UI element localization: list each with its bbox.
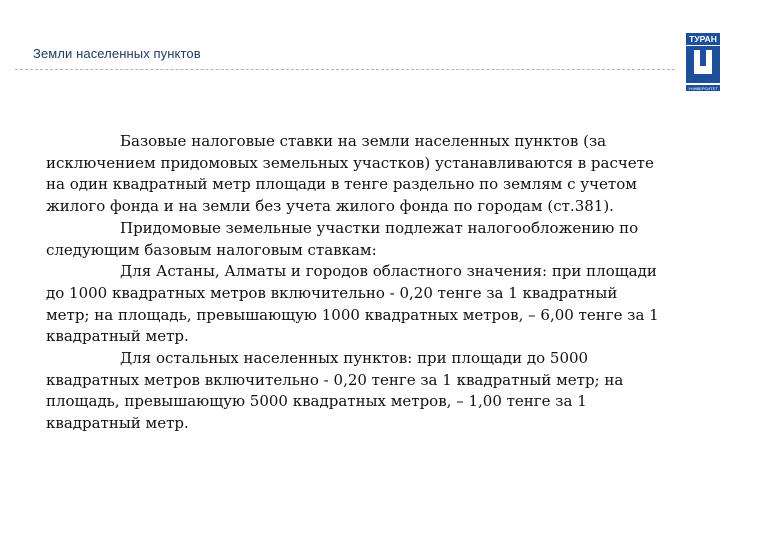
text-line: Базовые налоговые ставки на земли населенных пунктов (за: [120, 132, 607, 150]
logo-top-text: ТУРАН: [689, 34, 717, 44]
text-line: жилого фонда и на земли без учета жилого фонда по городам (ст.381).: [46, 197, 614, 216]
text-line: Для остальных населенных пунктов: при площади до 5000: [120, 349, 589, 368]
paragraph-astana-almaty: [46, 261, 746, 348]
paragraph-other-settlements: [46, 348, 746, 435]
turan-university-logo: [685, 31, 721, 93]
text-line: на один квадратный метр площади в тенге раздельно по землям с учетом: [46, 175, 637, 194]
text-line: квадратный метр.: [46, 414, 189, 433]
slide-title: Земли населенных пунктов: [33, 46, 201, 61]
text-line: квадратных метров включительно - 0,20 тенге за 1 квадратный метр; на: [46, 370, 624, 389]
logo-main-block: [686, 46, 720, 83]
logo-bottom-text: УНИВЕРСИТЕТ: [688, 86, 718, 91]
text-line: квадратный метр.: [46, 327, 189, 346]
text-line: следующим базовым налоговым ставкам:: [46, 240, 377, 259]
slide-body: [46, 131, 746, 435]
paragraph-household-plots: [46, 218, 746, 261]
text-line: площадь, превышающую 5000 квадратных метров, – 1,00 тенге за 1: [46, 392, 587, 411]
header-divider: [15, 69, 675, 70]
text-line: исключением придомовых земельных участков) устанавливаются в расчете: [46, 153, 654, 172]
text-line: до 1000 квадратных метров включительно - 0,20 тенге за 1 квадратный: [46, 283, 618, 302]
paragraph-base-rates: [46, 131, 746, 218]
text-line: Для Астаны, Алматы и городов областного значения: при площади: [120, 262, 657, 281]
logo-letter-base: [694, 66, 712, 74]
text-line: Придомовые земельные участки подлежат налогообложению по: [120, 218, 639, 237]
text-line: метр; на площадь, превышающую 1000 квадратных метров, – 6,00 тенге за 1: [46, 305, 659, 324]
